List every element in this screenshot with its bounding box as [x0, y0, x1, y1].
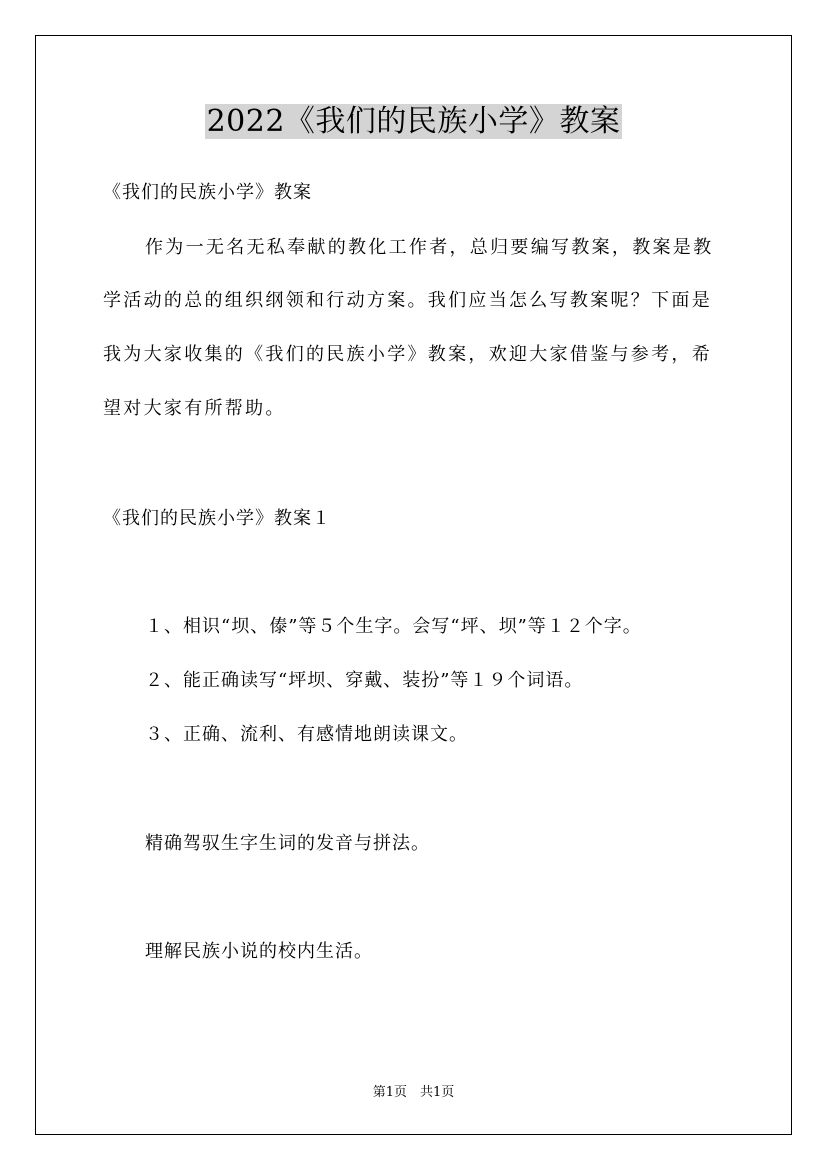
intro-line-4: 望对大家有所帮助。 [103, 398, 286, 419]
document-title-text: 2022《我们的民族小学》教案 [206, 104, 621, 139]
intro-line-3: 我为大家收集的《我们的民族小学》教案，欢迎大家借鉴与参考，希 [103, 344, 712, 365]
document-title [0, 100, 827, 144]
objective-item-2: ２、能正确读写“坪坝、穿戴、装扮”等１９个词语。 [145, 670, 584, 691]
intro-line-2: 学活动的总的组织纲领和行动方案。我们应当怎么写教案呢？下面是 [103, 290, 712, 311]
objective-item-1: １、相识“坝、傣”等５个生字。会写“坪、坝”等１２个字。 [145, 616, 642, 637]
document-subtitle: 《我们的民族小学》教案 [103, 182, 312, 203]
objective-item-3: ３、正确、流利、有感情地朗读课文。 [145, 724, 468, 745]
key-point-text: 精确驾驭生字生词的发音与拼法。 [145, 833, 430, 854]
section-heading: 《我们的民族小学》教案１ [103, 508, 331, 529]
intro-line-1: 作为一无名无私奉献的教化工作者，总归要编写教案，教案是教 [145, 237, 714, 258]
difficulty-text: 理解民族小说的校内生活。 [145, 941, 373, 962]
page-footer: 第1页 共1页 [372, 1085, 455, 1100]
